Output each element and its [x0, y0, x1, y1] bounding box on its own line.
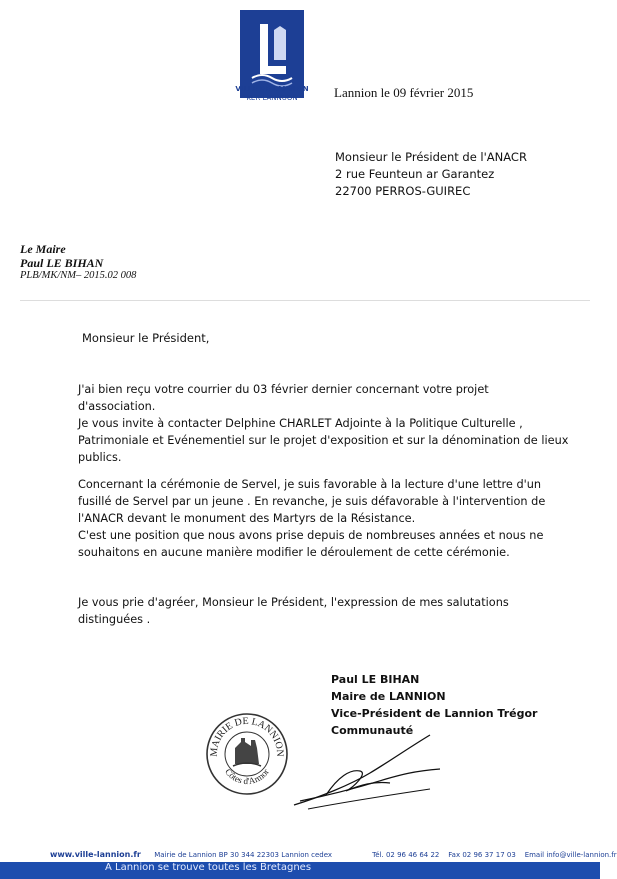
recipient-line2: 2 rue Feunteun ar Garantez [335, 167, 495, 181]
body-line: C'est une position que nous avons prise depuis de nombreuses années et nous ne [78, 529, 544, 542]
signature-title: Maire de LANNION [331, 690, 446, 703]
city-logo-emblem [246, 16, 298, 88]
body-line: Je vous prie d'agréer, Monsieur le Président, l'expression de mes salutations [78, 596, 509, 609]
stamp-bottom-text: Côtes d'Armor [223, 766, 271, 787]
body-line: J'ai bien reçu votre courrier du 03 février dernier concernant votre projet [78, 383, 489, 396]
sender-reference: PLB/MK/NM– 2015.02 008 [20, 270, 137, 281]
footer-tel: Tél. 02 96 46 64 22 [372, 851, 440, 859]
signature-title-3: Communauté [331, 724, 414, 737]
logo-text-line1: VILLE DE LANNION [235, 85, 309, 93]
recipient-line3: 22700 PERROS-GUIREC [335, 184, 471, 198]
bottom-strip-text: A Lannion se trouve toutes les Bretagnes [105, 862, 312, 873]
signature-title-2: Vice-Président de Lannion Trégor [331, 707, 538, 720]
body-line: l'ANACR devant le monument des Martyrs de la Résistance. [78, 512, 416, 525]
signature-name: Paul LE BIHAN [331, 673, 420, 686]
official-stamp [205, 712, 289, 796]
body-line: Patrimoniale et Evénementiel sur le projet d'exposition et sur la dénomination de lieux [78, 434, 569, 447]
body-paragraph-2 [78, 476, 558, 561]
bottom-strip [0, 862, 600, 879]
recipient-line1: Monsieur le Président de l'ANACR [335, 150, 527, 164]
body-line: souhaitons en aucune manière modifier le déroulement de cette cérémonie. [78, 546, 510, 559]
salutation: Monsieur le Président, [82, 331, 210, 345]
footer-fax: Fax 02 96 37 17 03 [448, 851, 516, 859]
body-line: distinguées . [78, 613, 151, 626]
body-line: publics. [78, 451, 122, 464]
footer-email: Email info@ville-lannion.fr [524, 851, 617, 859]
stamp-top-text: MAIRIE DE LANNION [208, 715, 286, 757]
footer-address: Mairie de Lannion BP 30 344 22303 Lannion cedex [154, 851, 333, 859]
body-line: Concernant la cérémonie de Servel, je suis favorable à la lecture d'une lettre d'un [78, 478, 542, 491]
closing-paragraph [78, 594, 558, 628]
fold-line [20, 300, 590, 301]
sender-role: Le Maire [20, 242, 66, 256]
logo-text-line2: KER LANNUON [246, 94, 298, 102]
body-paragraph-1 [78, 381, 569, 466]
body-line: fusillé de Servel par un jeune . En revanche, je suis défavorable à l'intervention de [78, 495, 546, 508]
footer [50, 850, 617, 859]
footer-website: www.ville-lannion.fr [50, 850, 141, 859]
sender-name: Paul LE BIHAN [20, 256, 104, 270]
body-line: Je vous invite à contacter Delphine CHARLET Adjointe à la Politique Culturelle , [78, 417, 523, 430]
letter-date: Lannion le 09 février 2015 [334, 85, 474, 100]
handwritten-signature [290, 725, 450, 815]
body-line: d'association. [78, 400, 156, 413]
